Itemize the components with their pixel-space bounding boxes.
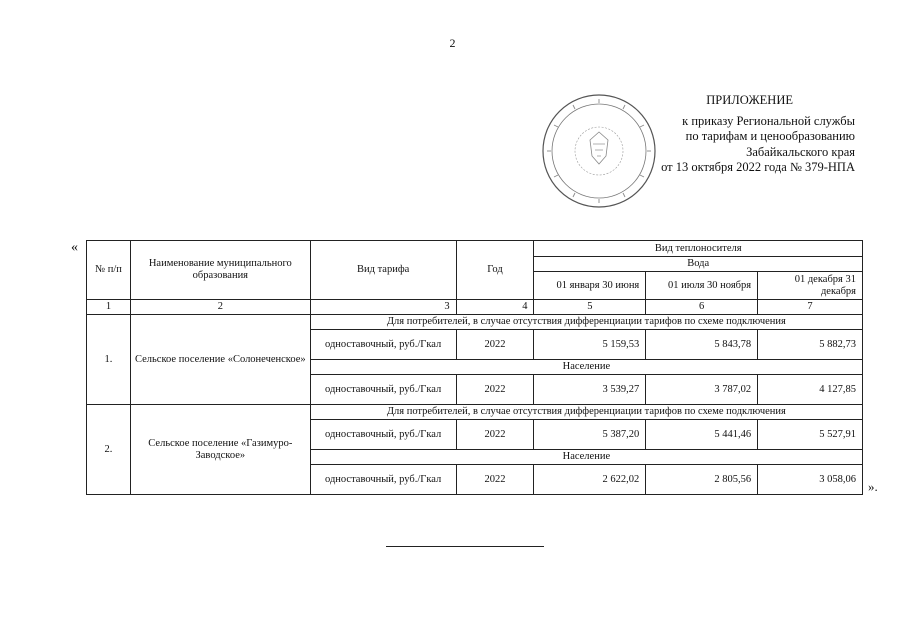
header-heat-carrier: Вид теплоносителя bbox=[534, 241, 863, 257]
closing-divider-line bbox=[386, 546, 544, 547]
col-number: 1 bbox=[87, 300, 131, 315]
page-number: 2 bbox=[449, 36, 456, 50]
tariff-value: 5 527,91 bbox=[758, 420, 863, 450]
header-num: № п/п bbox=[87, 241, 131, 300]
header-water: Вода bbox=[534, 257, 863, 272]
row-number: 1. bbox=[87, 315, 131, 405]
consumer-group-title: Для потребителей, в случае отсутствия дифференциации тарифов по схеме подключения bbox=[310, 405, 862, 420]
appendix-header bbox=[555, 93, 855, 176]
tariff-table bbox=[86, 240, 863, 495]
tariff-value: 5 882,73 bbox=[758, 330, 863, 360]
appendix-line-service: по тарифам и ценообразованию bbox=[685, 129, 855, 143]
col-number: 4 bbox=[456, 300, 534, 315]
col-number: 2 bbox=[130, 300, 310, 315]
appendix-title: ПРИЛОЖЕНИЕ bbox=[706, 93, 793, 107]
tariff-value: 3 787,02 bbox=[646, 375, 758, 405]
tariff-type: одноставочный, руб./Гкал bbox=[310, 330, 456, 360]
header-tariff-type: Вид тарифа bbox=[310, 241, 456, 300]
appendix-line-date: от 13 октября 2022 года № 379-НПА bbox=[661, 160, 855, 174]
col-number: 7 bbox=[758, 300, 863, 315]
appendix-line-region: Забайкальского края bbox=[746, 144, 855, 159]
opening-quote: « bbox=[71, 240, 78, 255]
consumer-group-title: Для потребителей, в случае отсутствия дифференциации тарифов по схеме подключения bbox=[310, 315, 862, 330]
tariff-value: 4 127,85 bbox=[758, 375, 863, 405]
tariff-year: 2022 bbox=[456, 330, 534, 360]
consumer-group-title: Население bbox=[310, 360, 862, 375]
tariff-value: 5 843,78 bbox=[646, 330, 758, 360]
table-row bbox=[87, 405, 863, 420]
header-year: Год bbox=[456, 241, 534, 300]
tariff-value: 5 441,46 bbox=[646, 420, 758, 450]
tariff-year: 2022 bbox=[456, 420, 534, 450]
header-period-2: 01 июля 30 ноября bbox=[646, 272, 758, 300]
consumer-group-title: Население bbox=[310, 450, 862, 465]
col-number: 3 bbox=[310, 300, 456, 315]
tariff-type: одноставочный, руб./Гкал bbox=[310, 465, 456, 495]
tariff-type: одноставочный, руб./Гкал bbox=[310, 420, 456, 450]
tariff-year: 2022 bbox=[456, 375, 534, 405]
col-number: 6 bbox=[646, 300, 758, 315]
tariff-value: 3 539,27 bbox=[534, 375, 646, 405]
col-number: 5 bbox=[534, 300, 646, 315]
tariff-value: 2 622,02 bbox=[534, 465, 646, 495]
tariff-value: 5 387,20 bbox=[534, 420, 646, 450]
tariff-value: 5 159,53 bbox=[534, 330, 646, 360]
municipality-name: Сельское поселение «Газимуро-Заводское» bbox=[130, 405, 310, 495]
tariff-value: 2 805,56 bbox=[646, 465, 758, 495]
tariff-year: 2022 bbox=[456, 465, 534, 495]
tariff-type: одноставочный, руб./Гкал bbox=[310, 375, 456, 405]
tariff-value: 3 058,06 bbox=[758, 465, 863, 495]
appendix-line-order: к приказу Региональной службы bbox=[682, 113, 855, 128]
row-number: 2. bbox=[87, 405, 131, 495]
header-period-3: 01 декабря 31 декабря bbox=[758, 272, 863, 300]
closing-quote: ». bbox=[868, 479, 878, 494]
municipality-name: Сельское поселение «Солонеченское» bbox=[130, 315, 310, 405]
table-row bbox=[87, 315, 863, 330]
header-period-1: 01 января 30 июня bbox=[534, 272, 646, 300]
header-municipality: Наименование муниципального образования bbox=[130, 241, 310, 300]
